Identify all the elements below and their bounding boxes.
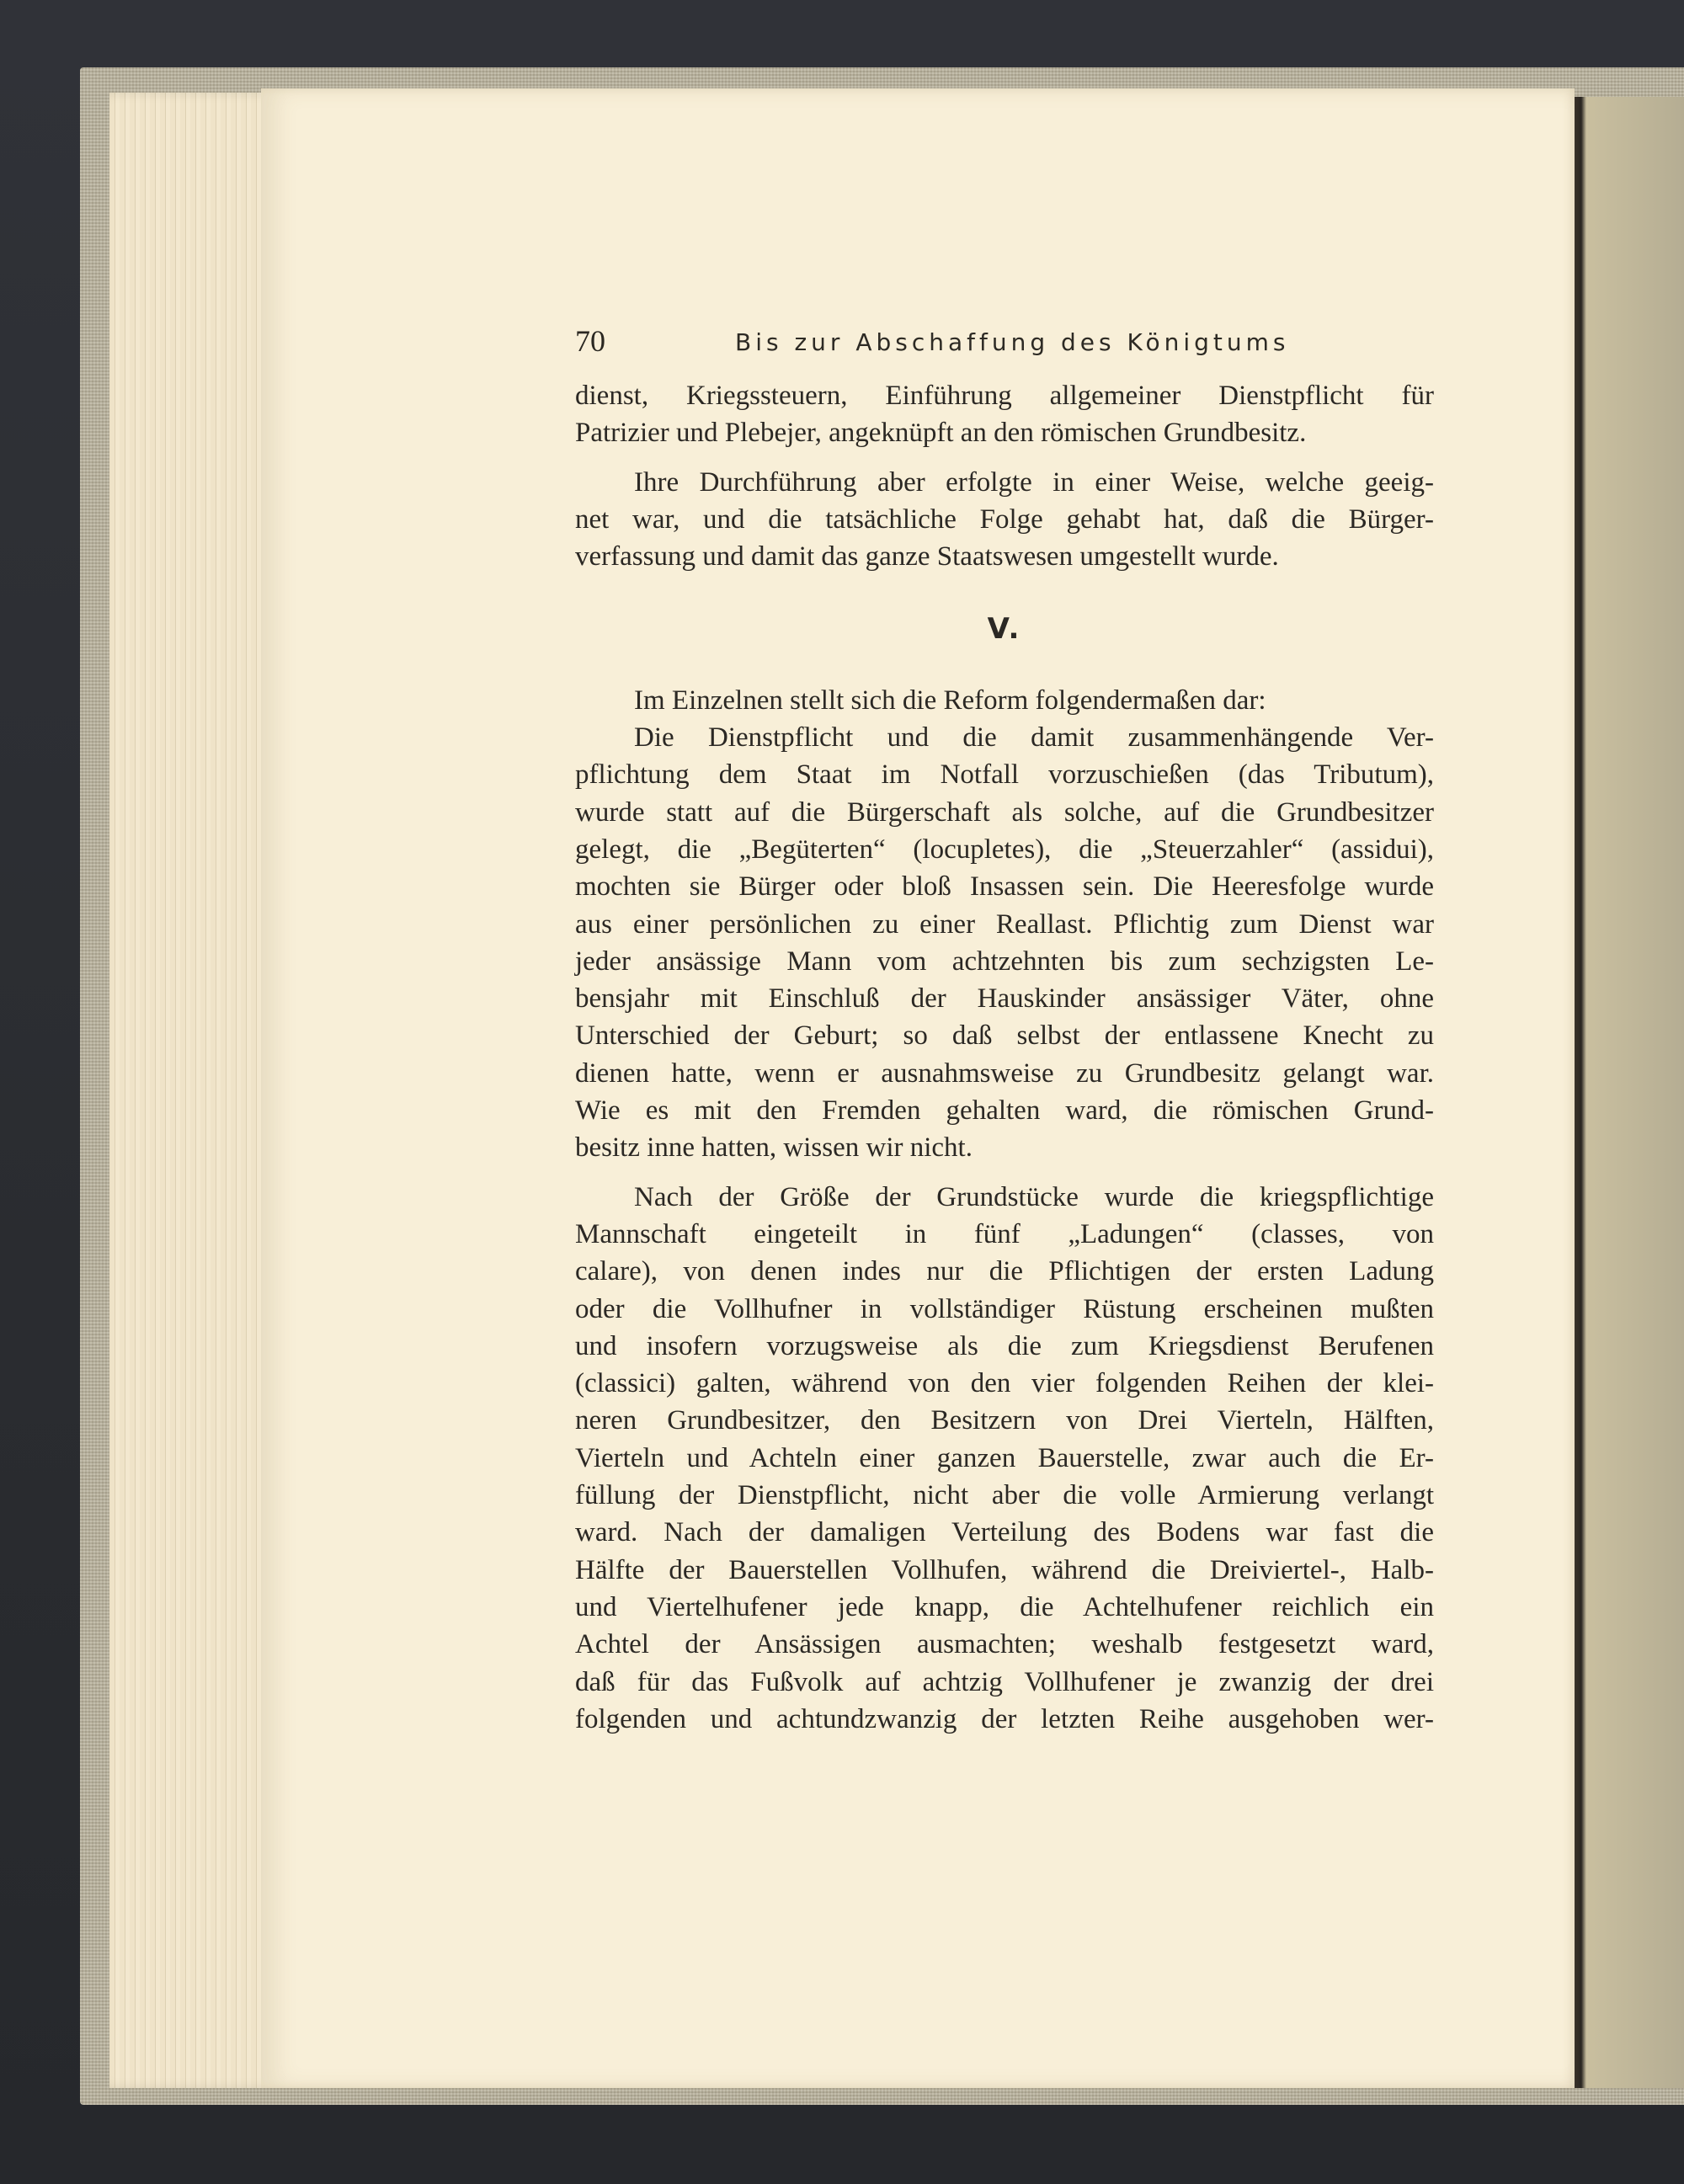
- text-line: dienst, Kriegssteuern, Einführung allgemeiner Dienstpflicht für: [575, 381, 1434, 411]
- text-line: mochten sie Bürger oder bloß Insassen sein. Die Heeresfolge wurde: [575, 871, 1434, 903]
- text-line: (classici) galten, während von den vier folgenden Reihen der klei-: [575, 1368, 1434, 1399]
- text-line: Ihre Durchführung aber erfolgte in einer Weise, welche geeig-: [634, 466, 1434, 498]
- text-line: Vierteln und Achteln einer ganzen Bauerstelle, zwar auch die Er-: [575, 1442, 1434, 1473]
- text-line: verfassung und damit das ganze Staatswesen umgestellt wurde.: [575, 541, 1279, 573]
- page-fore-edge: [109, 93, 286, 2088]
- text-line: Wie es mit den Fremden gehalten ward, die römischen Grund-: [575, 1095, 1434, 1127]
- page-number: 70: [575, 324, 605, 358]
- text-line: Im Einzelnen stellt sich die Reform folgendermaßen dar:: [634, 684, 1266, 716]
- paragraph: [575, 464, 1434, 576]
- text-line: oder die Vollhufner in vollständiger Rüstung erscheinen mußten: [575, 1293, 1434, 1324]
- text-line: besitz inne hatten, wissen wir nicht.: [575, 1132, 973, 1164]
- text-line: pflichtung dem Staat im Notfall vorzuschießen (das Tributum),: [575, 759, 1434, 791]
- text-line: neren Grundbesitzer, den Besitzern von Drei Vierteln, Hälften,: [575, 1405, 1434, 1436]
- body-text: [575, 377, 1434, 1738]
- paragraph: [575, 377, 1434, 452]
- text-line: Unterschied der Geburt; so daß selbst der entlassene Knecht zu: [575, 1020, 1434, 1052]
- text-line: folgenden und achtundzwanzig der letzten Reihe ausgehoben wer-: [575, 1703, 1434, 1734]
- text-line: daß für das Fußvolk auf achtzig Vollhufener je zwanzig der drei: [575, 1666, 1434, 1697]
- text-line: aus einer persönlichen zu einer Reallast. Pflichtig zum Dienst war: [575, 908, 1434, 940]
- text-line: und insofern vorzugsweise als die zum Kriegsdienst Berufenen: [575, 1330, 1434, 1361]
- page-header: [575, 323, 1434, 367]
- text-line: füllung der Dienstpflicht, nicht aber die volle Armierung verlangt: [575, 1480, 1434, 1511]
- text-line: bensjahr mit Einschluß der Hauskinder ansässiger Väter, ohne: [575, 983, 1434, 1015]
- text-line: net war, und die tatsächliche Folge gehabt hat, daß die Bürger-: [575, 503, 1434, 535]
- text-line: ward. Nach der damaligen Verteilung des Bodens war fast die: [575, 1517, 1434, 1548]
- text-line: Mannschaft eingeteilt in fünf „Ladungen“ (classes, von: [575, 1218, 1434, 1249]
- paragraph: [575, 719, 1434, 1167]
- text-line: und Viertelhufener jede knapp, die Achtelhufener reichlich ein: [575, 1591, 1434, 1622]
- text-line: calare), von denen indes nur die Pflichtigen der ersten Ladung: [575, 1256, 1434, 1287]
- text-line: gelegt, die „Begüterten“ (locupletes), die „Steuerzahler“ (assidui),: [575, 834, 1434, 865]
- text-line: Nach der Größe der Grundstücke wurde die kriegspflichtige: [634, 1181, 1434, 1212]
- section-heading: V.: [987, 612, 1022, 647]
- text-line: dienen hatte, wenn er ausnahmsweise zu Grundbesitz gelangt war.: [575, 1057, 1434, 1089]
- text-line: jeder ansässige Mann vom achtzehnten bis zum sechzigsten Le-: [575, 946, 1434, 977]
- paragraph: [575, 682, 1434, 719]
- paragraph: [575, 1179, 1434, 1738]
- text-line: Hälfte der Bauerstellen Vollhufen, während die Dreiviertel-, Halb-: [575, 1554, 1434, 1585]
- text-line: Patrizier und Plebejer, angeknüpft an den römischen Grundbesitz.: [575, 418, 1307, 449]
- adjacent-book-edge: [1575, 97, 1684, 2088]
- text-line: Die Dienstpflicht und die damit zusammenhängende Ver-: [634, 722, 1434, 754]
- running-head: Bis zur Abschaffung des Königtums: [735, 328, 1290, 356]
- text-line: Achtel der Ansässigen ausmachten; weshalb festgesetzt ward,: [575, 1629, 1434, 1660]
- text-line: wurde statt auf die Bürgerschaft als solche, auf die Grundbesitzer: [575, 796, 1434, 828]
